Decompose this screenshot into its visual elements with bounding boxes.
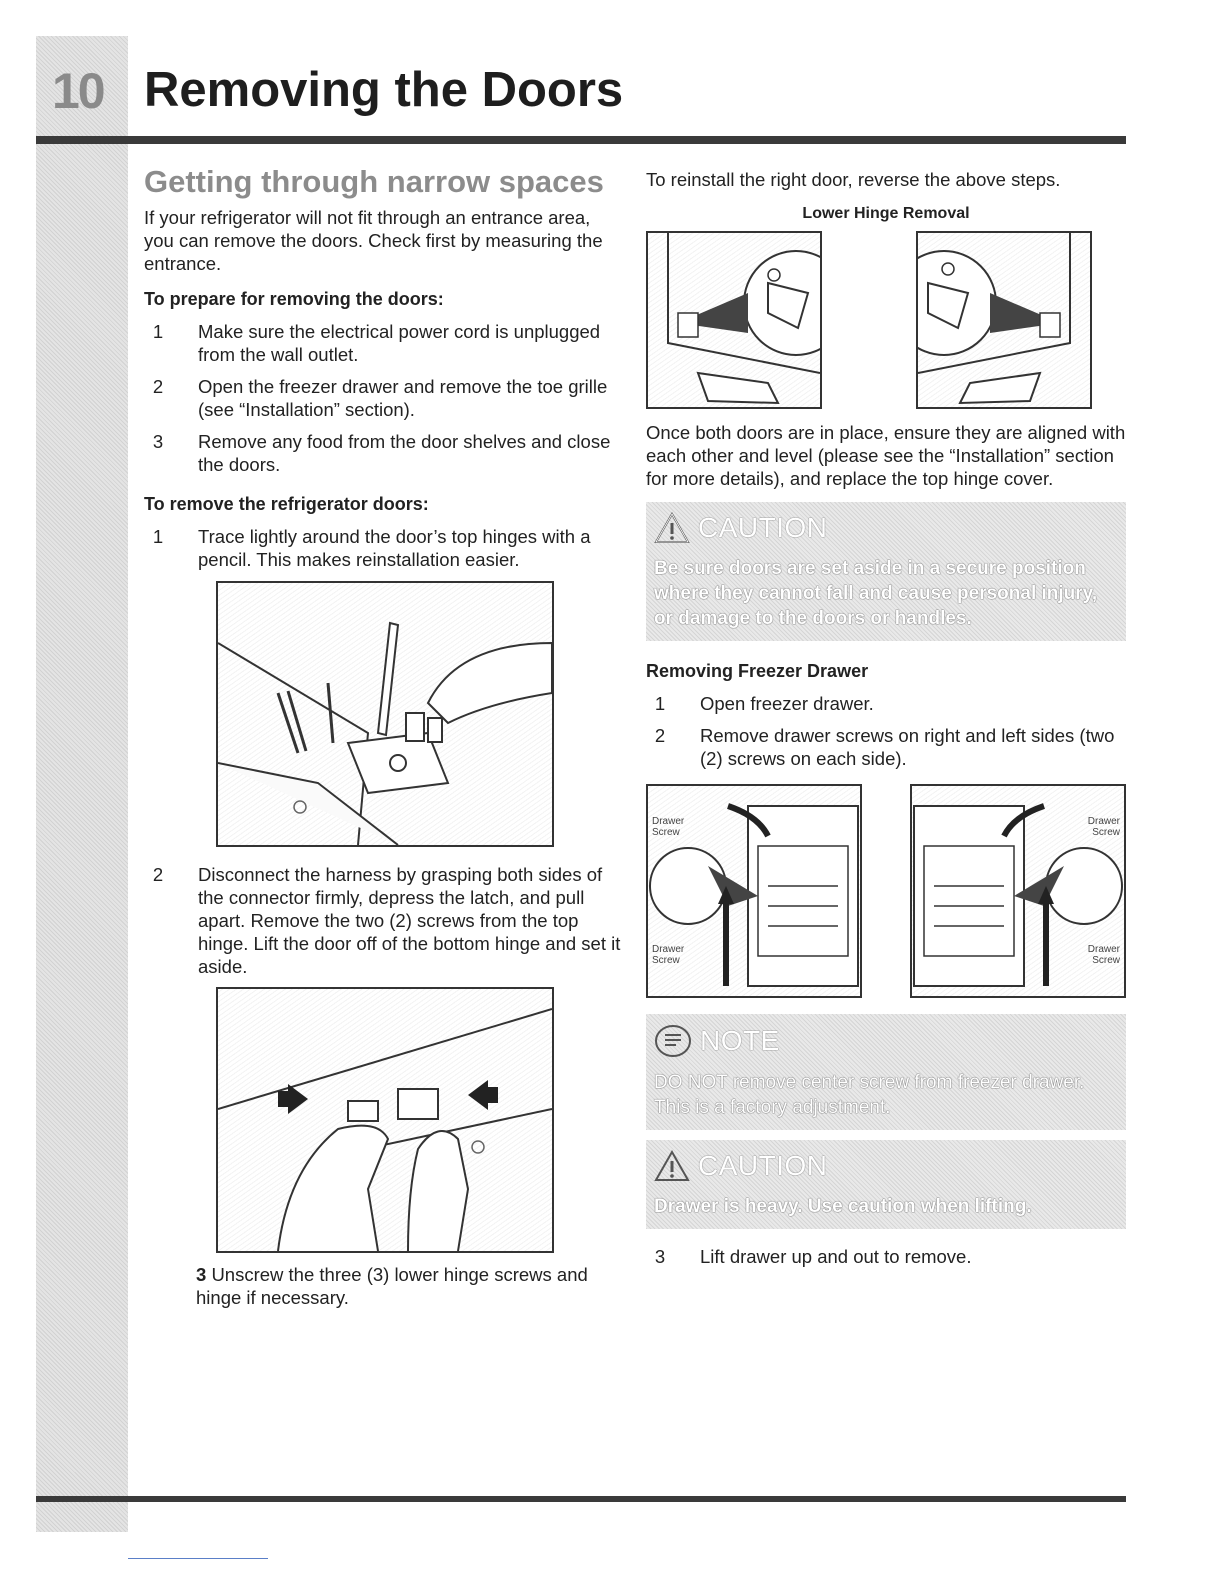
step-number: 2 [152, 864, 164, 885]
caution-title [654, 1150, 1114, 1182]
drawer-left-illustration [646, 784, 862, 998]
caution-box-drawer [646, 1140, 1126, 1229]
warning-icon [654, 512, 690, 544]
note-title-text: NOTE [700, 1025, 780, 1056]
right-column [646, 160, 1126, 1277]
section-heading: Getting through narrow spaces [144, 164, 604, 199]
prepare-step [144, 430, 624, 476]
freezer-drawer-figures [646, 784, 1126, 1004]
freezer-step [646, 724, 1126, 770]
step-number: 1 [152, 526, 164, 547]
drawer-screw-label [652, 944, 684, 966]
step-number: 3 [654, 1246, 666, 1267]
top-rule [36, 136, 1126, 144]
aligned-text: Once both doors are in place, ensure they are aligned with each other and level (please see the “Installation” section for more details), and replace the top hinge cover. [646, 422, 1126, 489]
drawer-screw-label [652, 816, 684, 838]
label-line: Screw [652, 955, 680, 966]
caution-title-text: CAUTION [698, 512, 828, 543]
freezer-step [646, 692, 1126, 715]
warning-icon [654, 1150, 690, 1182]
remove-steps [144, 525, 624, 571]
step-number: 3 [152, 431, 164, 452]
note-title [654, 1024, 1114, 1058]
step-text: Trace lightly around the door’s top hinges with a pencil. This makes reinstallation easier. [198, 526, 591, 570]
drawer-right-illustration [910, 784, 1126, 998]
step-number: 3 [196, 1264, 207, 1285]
page-number: 10 [52, 63, 104, 119]
prepare-steps [144, 320, 624, 476]
reinstall-text: To reinstall the right door, reverse the above steps. [646, 169, 1061, 190]
page-title: Removing the Doors [144, 63, 624, 117]
prepare-step [144, 375, 624, 421]
trace-hinge-illustration [216, 581, 554, 847]
side-bar-decoration [36, 36, 128, 1532]
lower-hinge-right-drawing [918, 233, 1090, 407]
remove-step [144, 525, 624, 571]
label-line: Screw [1092, 955, 1120, 966]
left-column [144, 160, 624, 1309]
note-icon [654, 1024, 692, 1058]
lower-hinge-left-illustration [646, 231, 822, 409]
label-line: Drawer [1087, 944, 1120, 955]
caution-box-doors [646, 502, 1126, 641]
step-number: 2 [654, 725, 666, 746]
label-line: Screw [652, 827, 680, 838]
freezer-steps-2 [646, 1245, 1126, 1268]
note-box [646, 1014, 1126, 1130]
step-number: 1 [152, 321, 164, 342]
bottom-rule [36, 1496, 1126, 1502]
remove-step-3 [196, 1263, 624, 1309]
step-text: Lift drawer up and out to remove. [700, 1246, 972, 1267]
disconnect-harness-drawing [218, 989, 552, 1251]
lower-hinge-right-illustration [916, 231, 1092, 409]
caution-title-text: CAUTION [698, 1150, 828, 1181]
step-text: Remove any food from the door shelves and close the doors. [198, 431, 611, 475]
lower-hinge-left-drawing [648, 233, 820, 407]
lower-hinge-caption: Lower Hinge Removal [802, 205, 970, 222]
label-line: Drawer [652, 816, 685, 827]
footer-line [128, 1558, 268, 1559]
step-number: 2 [152, 376, 164, 397]
prepare-heading: To prepare for removing the doors: [144, 289, 444, 309]
trace-hinge-drawing [218, 583, 552, 845]
freezer-steps [646, 692, 1126, 770]
note-body: DO NOT remove center screw from freezer drawer. This is a factory adjustment. [654, 1072, 1085, 1118]
drawer-screw-label [1088, 816, 1120, 838]
label-line: Drawer [1087, 816, 1120, 827]
caution-body: Drawer is heavy. Use caution when lifting. [654, 1196, 1032, 1217]
label-line: Screw [1092, 827, 1120, 838]
caution-title [654, 512, 1114, 544]
lower-hinge-figures [646, 231, 1126, 411]
step-text: Open the freezer drawer and remove the toe grille (see “Installation” section). [198, 376, 608, 420]
label-line: Drawer [652, 944, 685, 955]
prepare-step [144, 320, 624, 366]
remove-steps-2 [144, 863, 624, 978]
remove-step [144, 863, 624, 978]
remove-heading: To remove the refrigerator doors: [144, 494, 429, 514]
step-text: Open freezer drawer. [700, 693, 874, 714]
freezer-step [646, 1245, 1126, 1268]
step-text: Remove drawer screws on right and left sides (two (2) screws on each side). [700, 725, 1115, 769]
disconnect-harness-illustration [216, 987, 554, 1253]
step-text: Make sure the electrical power cord is unplugged from the wall outlet. [198, 321, 601, 365]
caution-body: Be sure doors are set aside in a secure position where they cannot fall and cause personal injury, or damage to the doors or handles. [654, 558, 1098, 629]
step-text: Disconnect the harness by grasping both sides of the connector firmly, depress the latch, and pull apart. Remove the two (2) screws from the top hinge. Lift the door off of the bottom hinge and set it aside. [198, 864, 621, 977]
step-number: 1 [654, 693, 666, 714]
drawer-screw-label [1088, 944, 1120, 966]
step-text: Unscrew the three (3) lower hinge screws and hinge if necessary. [196, 1264, 588, 1308]
intro-paragraph: If your refrigerator will not fit through an entrance area, you can remove the doors. Check first by measuring the entrance. [144, 207, 603, 274]
freezer-heading: Removing Freezer Drawer [646, 661, 869, 681]
